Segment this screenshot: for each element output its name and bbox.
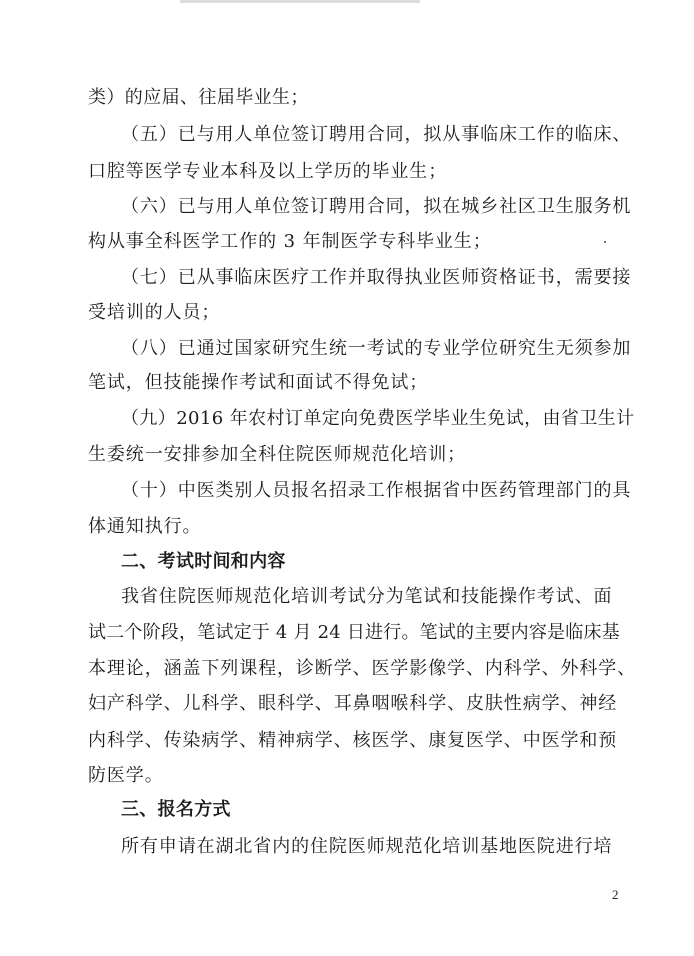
text-line-3: 口腔等医学专业本科及以上学历的毕业生； — [88, 161, 448, 182]
scan-dot-mark — [604, 241, 606, 243]
text-line-16: 试二个阶段，笔试定于 4 月 24 日进行。笔试的主要内容是临床基 — [88, 622, 620, 643]
text-line-9: 笔试，但技能操作考试和面试不得免试； — [88, 372, 429, 393]
text-line-18: 妇产科学、儿科学、眼科学、耳鼻咽喉科学、皮肤性病学、神经 — [88, 693, 618, 714]
text-line-12: （十）中医类别人员报名招录工作根据省中医药管理部门的具 — [121, 480, 632, 501]
text-line-13: 体通知执行。 — [88, 516, 202, 537]
page-number: 2 — [612, 887, 619, 902]
text-line-11: 生委统一安排参加全科住院医师规范化培训； — [88, 444, 466, 465]
section-heading-registration: 三、报名方式 — [121, 799, 231, 820]
text-line-17: 本理论，涵盖下列课程，诊断学、医学影像学、内科学、外科学、 — [88, 658, 637, 679]
text-line-20: 防医学。 — [88, 765, 164, 786]
text-line-5: 构从事全科医学工作的 3 年制医学专科毕业生； — [88, 231, 492, 252]
text-line-4: （六）已与用人单位签订聘用合同，拟在城乡社区卫生服务机 — [121, 196, 632, 217]
text-line-8: （八）已通过国家研究生统一考试的专业学位研究生无须参加 — [121, 338, 632, 359]
text-line-19: 内科学、传染病学、精神病学、核医学、康复医学、中医学和预 — [88, 730, 618, 751]
text-line-2: （五）已与用人单位签订聘用合同，拟从事临床工作的临床、 — [121, 124, 632, 145]
text-line-6: （七）已从事临床医疗工作并取得执业医师资格证书，需要接 — [121, 267, 632, 288]
text-line-1: 类）的应届、往届毕业生； — [88, 87, 309, 108]
text-line-22: 所有申请在湖北省内的住院医师规范化培训基地医院进行培 — [121, 836, 613, 857]
text-line-10: （九）2016 年农村订单定向免费医学毕业生免试，由省卫生计 — [121, 408, 635, 429]
text-line-15: 我省住院医师规范化培训考试分为笔试和技能操作考试、面 — [121, 586, 613, 607]
text-line-7: 受培训的人员； — [88, 302, 221, 323]
scan-edge-mark — [180, 0, 420, 3]
section-heading-exam-time: 二、考试时间和内容 — [121, 551, 286, 572]
